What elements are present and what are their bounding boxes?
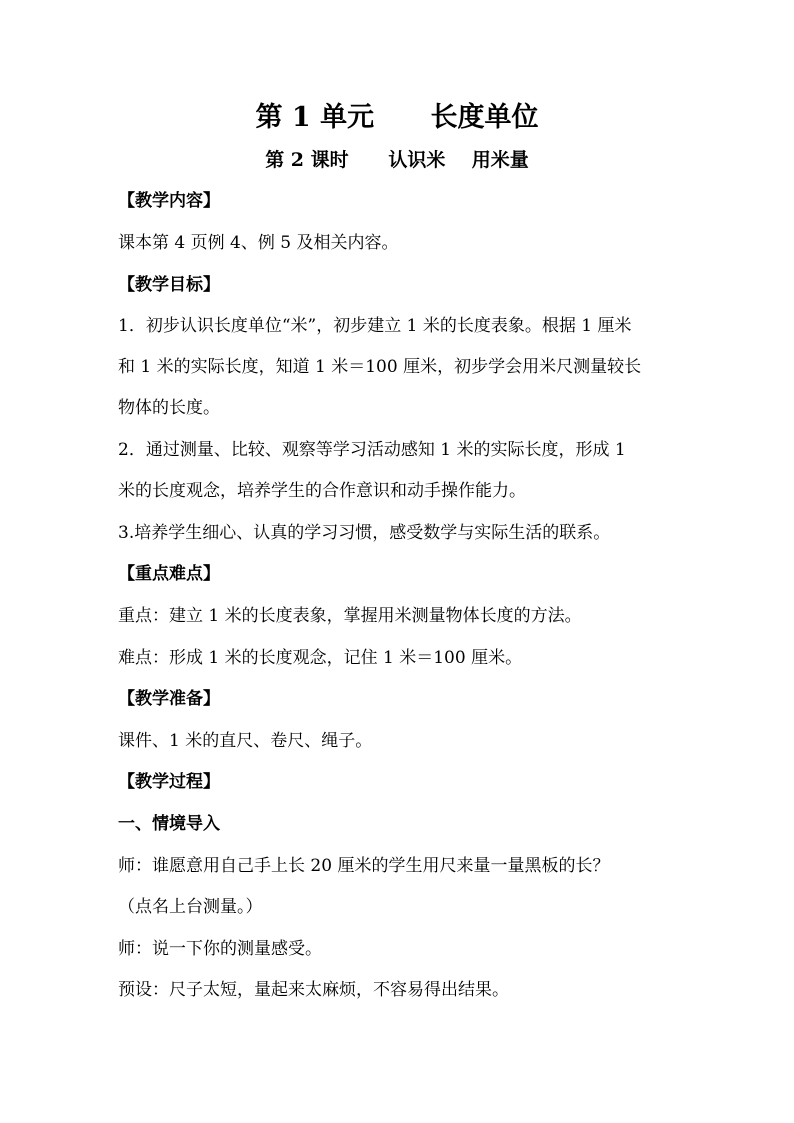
body-line: 师：谁愿意用自己手上长 20 厘米的学生用尺来量一量黑板的长？ xyxy=(118,856,610,876)
section-heading-preparation: 【教学准备】 xyxy=(118,689,220,709)
section-heading-key-points: 【重点难点】 xyxy=(118,564,220,584)
body-line: 预设：尺子太短，量起来太麻烦，不容易得出结果。 xyxy=(118,980,509,1000)
body-line: 3.培养学生细心、认真的学习习惯，感受数学与实际生活的联系。 xyxy=(118,523,611,543)
body-line: 1．初步认识长度单位“米”，初步建立 1 米的长度表象。根据 1 厘米 xyxy=(118,316,632,336)
body-line: （点名上台测量。） xyxy=(118,897,263,917)
section-heading-process: 【教学过程】 xyxy=(118,772,220,792)
body-line: 和 1 米的实际长度，知道 1 米＝100 厘米，初步学会用米尺测量较长 xyxy=(118,357,642,377)
document-title: 第 1 单元 长度单位 xyxy=(255,102,539,133)
body-line: 课件、1 米的直尺、卷尺、绳子。 xyxy=(118,731,373,751)
subsection-heading: 一、情境导入 xyxy=(118,814,220,834)
body-line: 难点：形成 1 米的长度观念，记住 1 米＝100 厘米。 xyxy=(118,648,523,668)
body-line: 物体的长度。 xyxy=(118,398,220,418)
section-heading-objectives: 【教学目标】 xyxy=(118,275,220,295)
body-line: 重点：建立 1 米的长度表象，掌握用米测量物体长度的方法。 xyxy=(118,606,582,626)
document-subtitle: 第 2 课时 认识米 用米量 xyxy=(265,149,529,171)
body-line: 2．通过测量、比较、观察等学习活动感知 1 米的实际长度，形成 1 xyxy=(118,440,626,460)
body-line: 米的长度观念，培养学生的合作意识和动手操作能力。 xyxy=(118,481,526,501)
body-line: 课本第 4 页例 4、例 5 及相关内容。 xyxy=(118,233,399,253)
section-heading-content: 【教学内容】 xyxy=(118,191,220,211)
body-line: 师：说一下你的测量感受。 xyxy=(118,939,322,959)
